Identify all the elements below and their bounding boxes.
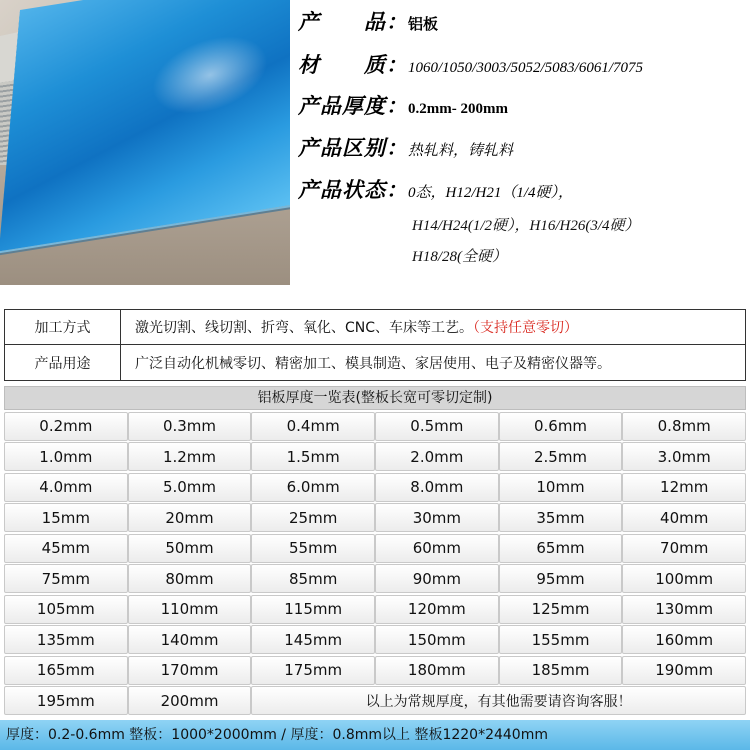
footer-size-bar: 厚度：0.2-0.6mm 整板：1000*2000mm / 厚度：0.8mm以上 整板1220*2440mm — [0, 720, 750, 750]
spec-difference — [298, 132, 513, 162]
thickness-cell: 195mm — [4, 686, 128, 715]
thickness-cell: 150mm — [375, 625, 499, 654]
thickness-row — [4, 564, 746, 595]
spec-value: 热轧料，铸轧料 — [408, 143, 514, 159]
thickness-cell: 95mm — [499, 564, 623, 593]
thickness-cell: 0.5mm — [375, 412, 499, 441]
thickness-cell: 0.8mm — [622, 412, 746, 441]
thickness-cell: 115mm — [251, 595, 375, 624]
thickness-cell: 5.0mm — [128, 473, 252, 502]
spec-state-continued-1: H14/H24(1/2硬），H16/H26(3/4硬） — [412, 218, 640, 234]
thickness-cell: 90mm — [375, 564, 499, 593]
thickness-cell: 3.0mm — [622, 442, 746, 471]
thickness-cell: 170mm — [128, 656, 252, 685]
thickness-cell: 25mm — [251, 503, 375, 532]
thickness-cell: 1.2mm — [128, 442, 252, 471]
thickness-cell: 180mm — [375, 656, 499, 685]
thickness-cell: 1.0mm — [4, 442, 128, 471]
thickness-cell: 0.6mm — [499, 412, 623, 441]
spec-value: 1060/1050/3003/5052/5083/6061/7075 — [408, 60, 644, 76]
thickness-cell: 145mm — [251, 625, 375, 654]
thickness-cell: 4.0mm — [4, 473, 128, 502]
spec-value: 铝板 — [408, 17, 439, 33]
thickness-table-title: 铝板厚度一览表(整板长宽可零切定制) — [4, 386, 746, 410]
thickness-cell: 175mm — [251, 656, 375, 685]
thickness-cell: 2.5mm — [499, 442, 623, 471]
thickness-cell: 85mm — [251, 564, 375, 593]
thickness-cell: 75mm — [4, 564, 128, 593]
thickness-row — [4, 655, 746, 686]
thickness-cell: 0.2mm — [4, 412, 128, 441]
thickness-row — [4, 533, 746, 564]
product-photo — [0, 0, 290, 285]
thickness-row — [4, 472, 746, 503]
thickness-cell: 185mm — [499, 656, 623, 685]
thickness-cell: 55mm — [251, 534, 375, 563]
spec-label: 产品区别： — [298, 136, 408, 160]
thickness-cell: 20mm — [128, 503, 252, 532]
spec-label: 产 品： — [298, 10, 408, 34]
usage-label: 产品用途 — [5, 345, 121, 380]
process-highlight: （支持任意零切） — [473, 320, 579, 336]
thickness-cell: 130mm — [622, 595, 746, 624]
thickness-cell: 35mm — [499, 503, 623, 532]
process-text — [121, 317, 578, 337]
thickness-row — [4, 594, 746, 625]
thickness-row — [4, 686, 746, 717]
thickness-note: 以上为常规厚度，有其他需要请咨询客服！ — [251, 686, 746, 715]
thickness-cell: 60mm — [375, 534, 499, 563]
process-methods: 激光切割、线切割、折弯、氧化、CNC、车床等工艺。 — [135, 320, 474, 336]
spec-value: 0.2mm- 200mm — [408, 101, 508, 117]
thickness-cell: 30mm — [375, 503, 499, 532]
thickness-cell: 100mm — [622, 564, 746, 593]
thickness-cell: 45mm — [4, 534, 128, 563]
thickness-cell: 65mm — [499, 534, 623, 563]
thickness-cell: 2.0mm — [375, 442, 499, 471]
spec-label: 产品状态： — [298, 178, 408, 202]
spec-state — [298, 174, 573, 204]
thickness-cell: 70mm — [622, 534, 746, 563]
thickness-cell: 105mm — [4, 595, 128, 624]
thickness-cell: 165mm — [4, 656, 128, 685]
thickness-cell: 0.3mm — [128, 412, 252, 441]
thickness-cell: 125mm — [499, 595, 623, 624]
thickness-cell: 8.0mm — [375, 473, 499, 502]
thickness-cell: 155mm — [499, 625, 623, 654]
spec-label: 材 质： — [298, 53, 408, 77]
thickness-cell: 12mm — [622, 473, 746, 502]
spec-state-continued-2: H18/28(全硬） — [412, 249, 507, 265]
process-label: 加工方式 — [5, 310, 121, 344]
thickness-cell: 190mm — [622, 656, 746, 685]
thickness-table — [4, 411, 746, 716]
thickness-cell: 0.4mm — [251, 412, 375, 441]
spec-value: 0态，H12/H21（1/4硬）， — [408, 185, 574, 201]
thickness-cell: 10mm — [499, 473, 623, 502]
thickness-cell: 140mm — [128, 625, 252, 654]
thickness-cell: 1.5mm — [251, 442, 375, 471]
process-row — [5, 310, 745, 345]
thickness-cell: 50mm — [128, 534, 252, 563]
spec-product — [298, 6, 438, 36]
thickness-row — [4, 503, 746, 534]
thickness-cell: 160mm — [622, 625, 746, 654]
usage-text: 广泛自动化机械零切、精密加工、模具制造、家居使用、电子及精密仪器等。 — [135, 355, 611, 372]
spec-label: 产品厚度： — [298, 94, 408, 118]
usage-row — [5, 345, 745, 380]
spec-material — [298, 49, 643, 79]
thickness-row — [4, 411, 746, 442]
info-box — [4, 309, 746, 381]
thickness-cell: 40mm — [622, 503, 746, 532]
spec-thickness — [298, 90, 508, 120]
thickness-cell: 15mm — [4, 503, 128, 532]
thickness-row — [4, 625, 746, 656]
thickness-cell: 120mm — [375, 595, 499, 624]
thickness-cell: 200mm — [128, 686, 252, 715]
thickness-cell: 6.0mm — [251, 473, 375, 502]
thickness-cell: 80mm — [128, 564, 252, 593]
thickness-row — [4, 442, 746, 473]
thickness-cell: 110mm — [128, 595, 252, 624]
thickness-cell: 135mm — [4, 625, 128, 654]
